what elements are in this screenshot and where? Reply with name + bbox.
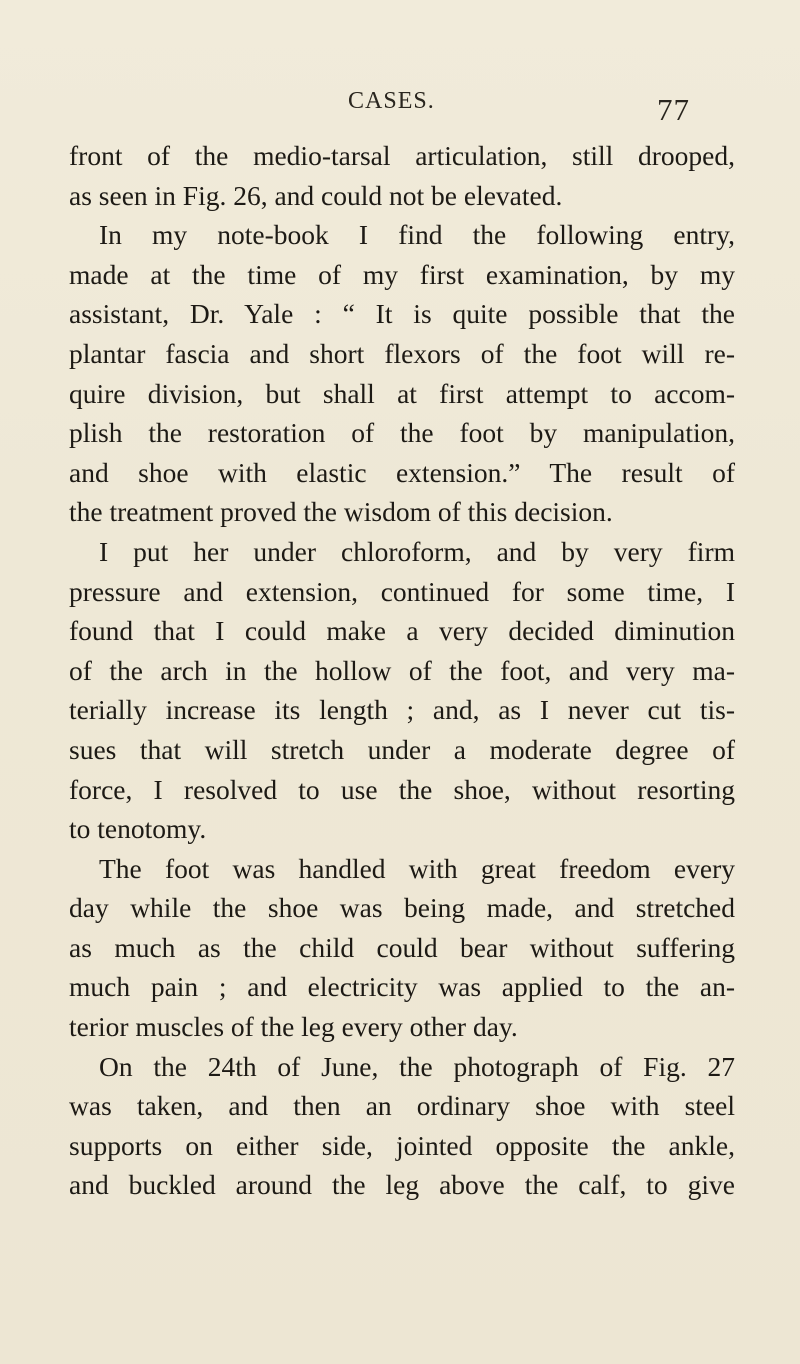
text-line: front of the medio-tarsal articulation, still drooped,: [69, 140, 735, 171]
text-line: assistant, Dr. Yale : “ It is quite possible that the: [69, 298, 735, 330]
running-head: CASES.: [348, 88, 435, 114]
text-line: found that I could make a very decided diminution: [69, 615, 735, 647]
body-text: [69, 136, 735, 1205]
text-line: pressure and extension, continued for some time, I: [69, 575, 735, 607]
text-line: and buckled around the leg above the calf, to give: [69, 1169, 735, 1201]
text-line: On the 24th of June, the photograph of Fig. 27: [99, 1050, 735, 1082]
text-line: supports on either side, jointed opposite the ankle,: [69, 1129, 735, 1161]
text-line: quire division, but shall at first attempt to accom-: [69, 377, 735, 409]
text-line: terior muscles of the leg every other day.: [69, 1011, 518, 1043]
text-line: much pain ; and electricity was applied to the an-: [69, 971, 735, 1003]
text-line: plantar fascia and short flexors of the foot will re-: [69, 337, 735, 369]
text-line: terially increase its length ; and, as I never cut tis-: [69, 694, 735, 726]
text-line: sues that will stretch under a moderate degree of: [69, 733, 735, 765]
text-line: made at the time of my first examination, by my: [69, 258, 735, 290]
text-line: to tenotomy.: [69, 813, 207, 845]
page-number: 77: [657, 92, 690, 127]
text-line: and shoe with elastic extension.” The result of: [69, 456, 735, 488]
page-header: [0, 84, 800, 127]
text-line: day while the shoe was being made, and stretched: [69, 892, 735, 924]
text-line: of the arch in the hollow of the foot, and very ma-: [69, 654, 735, 686]
text-line: as much as the child could bear without suffering: [69, 931, 735, 963]
text-line: plish the restoration of the foot by manipulation,: [69, 417, 735, 449]
text-line: force, I resolved to use the shoe, without resorting: [69, 773, 735, 805]
text-line: In my note-book I find the following entry,: [99, 219, 735, 251]
text-line: I put her under chloroform, and by very firm: [99, 535, 735, 567]
text-line: the treatment proved the wisdom of this decision.: [69, 496, 613, 528]
text-line: as seen in Fig. 26, and could not be elevated.: [69, 179, 563, 211]
text-line: The foot was handled with great freedom every: [99, 852, 735, 884]
text-line: was taken, and then an ordinary shoe with steel: [69, 1090, 735, 1122]
